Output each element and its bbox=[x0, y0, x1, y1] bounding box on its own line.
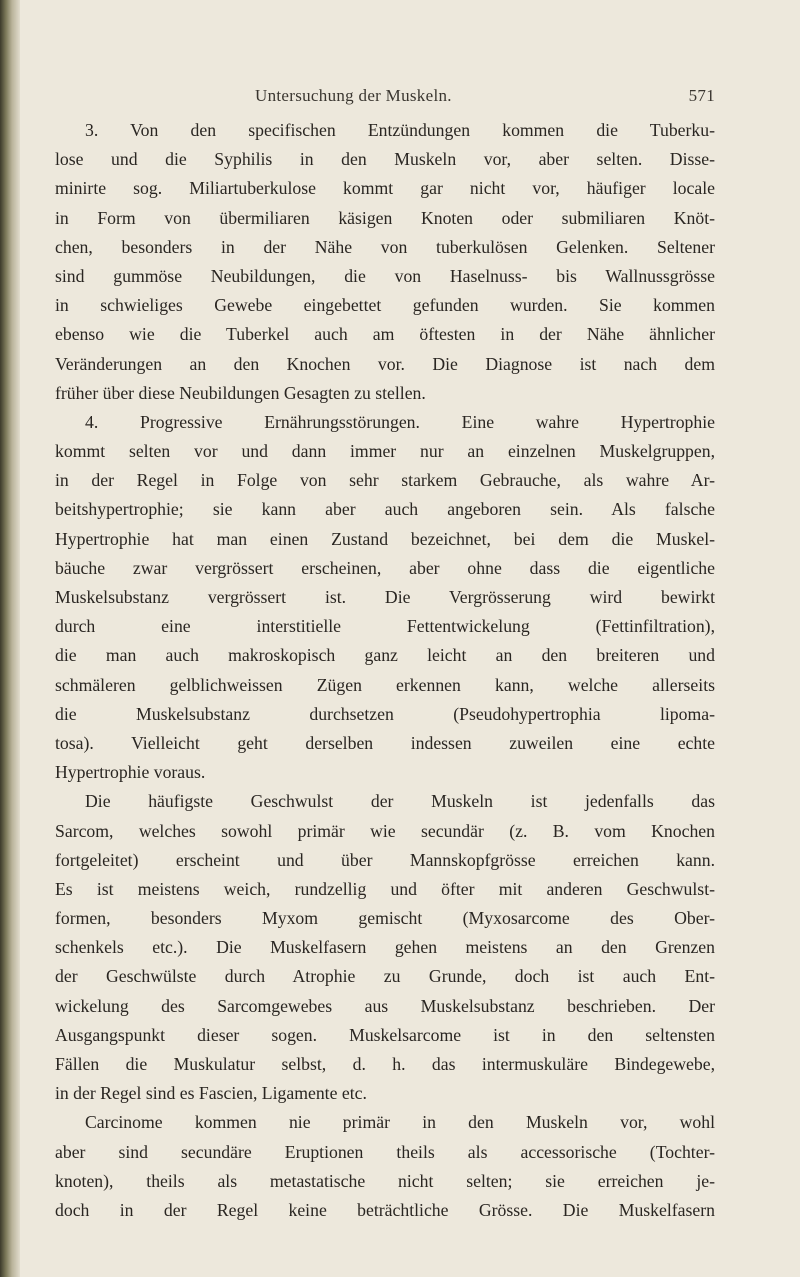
text-line: beitshypertrophie; sie kann aber auch angeboren sein. Als falsche bbox=[55, 499, 715, 520]
text-line: der Geschwülste durch Atrophie zu Grunde, doch ist auch Ent- bbox=[55, 966, 715, 987]
text-line: sind gummöse Neubildungen, die von Haselnuss- bis Wallnussgrösse bbox=[55, 265, 715, 286]
text-line: die Muskelsubstanz durchsetzen (Pseudohypertrophia lipoma- bbox=[55, 703, 715, 724]
text-line: in schwieliges Gewebe eingebettet gefunden wurden. Sie kommen bbox=[55, 295, 715, 316]
text-line: bäuche zwar vergrössert erscheinen, aber ohne dass die eigentliche bbox=[55, 557, 715, 578]
text-line: die man auch makroskopisch ganz leicht an den breiteren und bbox=[55, 645, 715, 666]
text-line: 3. Von den specifischen Entzündungen kommen die Tuberku- bbox=[85, 120, 715, 140]
text-line: wickelung des Sarcomgewebes aus Muskelsubstanz beschrieben. Der bbox=[55, 995, 715, 1016]
text-line: tosa). Vielleicht geht derselben indessen zuweilen eine echte bbox=[55, 732, 715, 753]
text-line: formen, besonders Myxom gemischt (Myxosarcome des Ober- bbox=[55, 908, 715, 929]
text-line: Muskelsubstanz vergrössert ist. Die Vergrösserung wird bewirkt bbox=[55, 587, 715, 607]
text-line: Carcinome kommen nie primär in den Muskeln vor, wohl bbox=[85, 1112, 715, 1133]
text-line: Ausgangspunkt dieser sogen. Muskelsarcome ist in den seltensten bbox=[55, 1024, 715, 1045]
text-line: aber sind secundäre Eruptionen theils als accessorische (Tochter- bbox=[55, 1141, 715, 1162]
text-line: in der Regel sind es Fascien, Ligamente etc. bbox=[55, 1083, 367, 1104]
text-line: Sarcom, welches sowohl primär wie secundär (z. B. vom Knochen bbox=[55, 820, 715, 841]
text-line: durch eine interstitielle Fettentwickelung (Fettinfiltration), bbox=[55, 616, 715, 637]
text-line: früher über diese Neubildungen Gesagten zu stellen. bbox=[55, 382, 426, 403]
text-line: Hypertrophie voraus. bbox=[55, 762, 206, 783]
text-line: in der Regel in Folge von sehr starkem Gebrauche, als wahre Ar- bbox=[55, 470, 715, 491]
text-line: schenkels etc.). Die Muskelfasern gehen meistens an den Grenzen bbox=[55, 937, 715, 958]
page-number: 571 bbox=[688, 86, 715, 105]
text-line: Veränderungen an den Knochen vor. Die Diagnose ist nach dem bbox=[55, 353, 715, 374]
text-line: fortgeleitet) erscheint und über Mannskopfgrösse erreichen kann. bbox=[55, 849, 715, 870]
text-line: chen, besonders in der Nähe von tuberkulösen Gelenken. Seltener bbox=[55, 236, 715, 257]
text-line: Die häufigste Geschwulst der Muskeln ist jedenfalls das bbox=[85, 791, 715, 812]
text-line: knoten), theils als metastatische nicht selten; sie erreichen je- bbox=[55, 1170, 715, 1191]
text-line: doch in der Regel keine beträchtliche Grösse. Die Muskelfasern bbox=[55, 1199, 715, 1220]
text-line: ebenso wie die Tuberkel auch am öftesten in der Nähe ähnlicher bbox=[55, 324, 715, 345]
text-line: lose und die Syphilis in den Muskeln vor, aber selten. Disse- bbox=[55, 149, 715, 170]
page-header bbox=[255, 86, 715, 114]
body-text bbox=[55, 116, 715, 1225]
text-line: schmäleren gelblichweissen Zügen erkennen kann, welche allerseits bbox=[55, 674, 715, 695]
text-line: Es ist meistens weich, rundzellig und öfter mit anderen Geschwulst- bbox=[55, 878, 715, 899]
text-line: Fällen die Muskulatur selbst, d. h. das intermuskuläre Bindegewebe, bbox=[55, 1054, 715, 1074]
text-line: kommt selten vor und dann immer nur an einzelnen Muskelgruppen, bbox=[55, 441, 715, 462]
text-line: Hypertrophie hat man einen Zustand bezeichnet, bei dem die Muskel- bbox=[55, 528, 715, 549]
running-title: Untersuchung der Muskeln. bbox=[255, 86, 452, 105]
text-line: in Form von übermiliaren käsigen Knoten oder submiliaren Knöt- bbox=[55, 207, 715, 228]
text-line: 4. Progressive Ernährungsstörungen. Eine wahre Hypertrophie bbox=[85, 411, 715, 432]
text-line: minirte sog. Miliartuberkulose kommt gar nicht vor, häufiger locale bbox=[55, 178, 715, 199]
